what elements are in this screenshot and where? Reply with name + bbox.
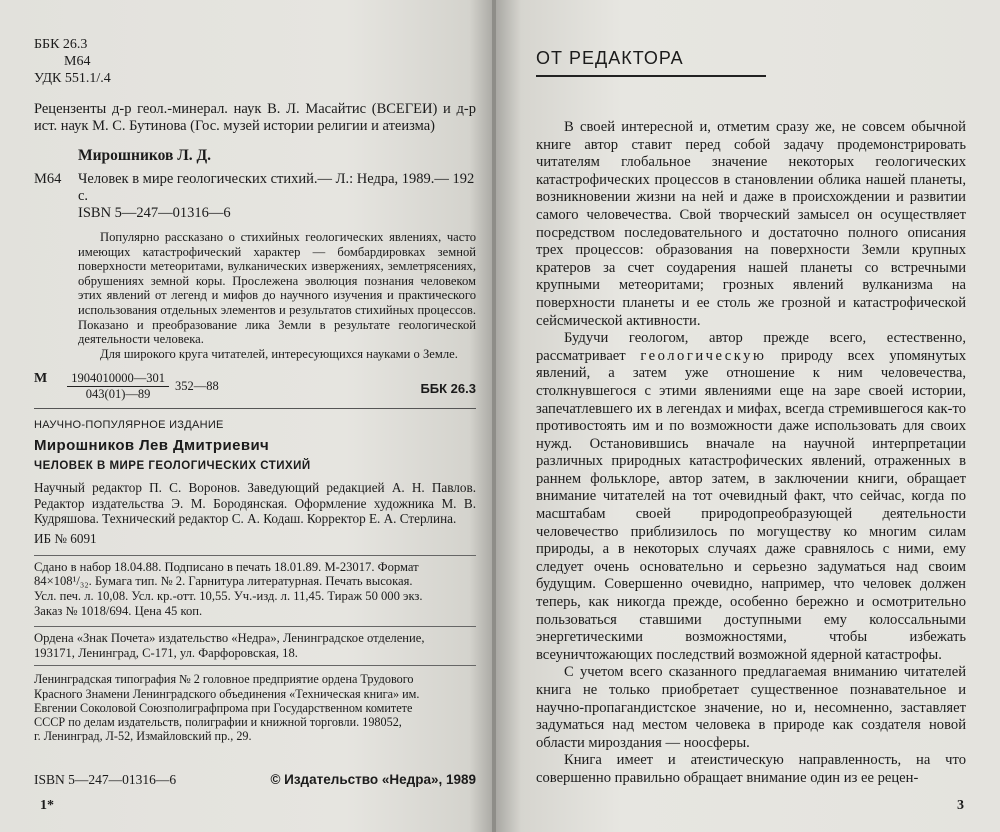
paragraph-4: Книга имеет и атеистическую направленность, на что совершенно правильно обращает внимание один из ее рецен- (536, 752, 966, 786)
book-title: ЧЕЛОВЕК В МИРЕ ГЕОЛОГИЧЕСКИХ СТИХИЙ (34, 460, 311, 473)
paragraph-2-rest: природу всех упомянутых явлений, а затем уже отношение к ним человечества, столкнувшегося с этими явлениями еще на заре своей истории, запечатлевшего их в легендах и мифах, всегда стремившегося как-то противостоять им и по возможности даже использовать для своих нужд. Остановившись вначале на научной интерпретации различных природных катастрофических явлений, отраженных в раннем фольклоре, автор затем, в заключении книги, обращает внимание читателей на тот очевидный факт, что сейчас, когда по масштабам своей природопреобразующей деятельности человечество приблизилось по могуществу ко многим силам природы, а в некоторых случаях даже сравнялось с ними, ему следует очень основательно и серьезно задуматься над своим будущим. Совершенно очевидно, например, что человек должен теперь, как никогда прежде, особенно бережно и осмотрительно пользоваться ставшими доступными ему колоссальными энергетическими возможностями, чтобы избежать всеуничтожающих последствий возможной ядерной катастрофы. (536, 347, 966, 663)
m-formula (34, 371, 476, 402)
reviewers: Рецензенты д-р геол.-минерал. наук В. Л. Масайтис (ВСЕГЕИ) и д-р ист. наук М. С. Бутинова (Гос. музей истории религии и атеизма) (34, 101, 476, 134)
publisher-line: Ордена «Знак Почета» издательство «Недра», Ленинградское отделение, (34, 631, 425, 646)
m-code: 352—88 (174, 379, 219, 394)
print-info-line: Заказ № 1018/694. Цена 45 коп. (34, 603, 203, 618)
paragraph-1: В своей интересной и, отметим сразу же, не совсем обычной книге автор ставит перед собой задачу продемонстрировать читателям глобальное значение некоторых геологических катастрофических процессов в становлении облика нашей планеты, возникновении жизни на ней и даже в происхождении и развитии самого человечества. Свой творческий замысел он осуществляет посредством последовательного и достаточно полного описания трех процессов: образования на поверхности Земли крупных кратеров за счет соударения нашей планеты со встречными крупными метеоритами; грозных явлений вулканизма на поверхности планеты и ее столь же грозной и катастрофической сейсмической активности. (536, 119, 966, 329)
annotation: Популярно рассказано о стихийных геологических явлениях, часто имеющих катастрофический характер — бомбардировках земной поверхности метеоритами, вулканических извержениях, землетрясениях, обрушениях земной коры. Прослежена эволюция познания человеком этих явлений от легенд и мифов до научного изучения и практического использования отдельных элементов и результатов стихийных процессов. Показано и преобразование лика Земли в результате геологической деятельности человека. (78, 230, 476, 347)
m-fraction (67, 371, 169, 402)
editorial-staff: Научный редактор П. С. Воронов. Заведующий редакцией А. Н. Павлов. Редактор издательства Э. М. Бородянская. Оформление художника М. В. Кудряшова. Технический редактор С. А. Кодаш. Корректор Е. А. Стерлина. (34, 480, 476, 527)
bottom-line (34, 772, 476, 788)
divider (34, 408, 476, 409)
print-info-line: Усл. печ. л. 10,08. Усл. кр.-отт. 10,55. Уч.-изд. л. 11,45. Тираж 50 000 экз. (34, 589, 423, 604)
print-info-line: 84×108¹/₃₂. Бумага тип. № 2. Гарнитура литературная. Печать высокая. (34, 574, 413, 589)
printer-line: СССР по делам издательств, полиграфии и книжной торговли. 198052, (34, 715, 402, 730)
author-full-name: Мирошников Лев Дмитриевич (34, 437, 270, 455)
bbk-code: ББК 26.3 (34, 37, 88, 52)
print-info (34, 560, 476, 618)
m-denominator: 043(01)—89 (85, 387, 151, 402)
m-letter: М (34, 371, 48, 387)
page-signature: 1* (40, 798, 54, 813)
ib-number: ИБ № 6091 (34, 530, 97, 546)
entry-text: Человек в мире геологических стихий.— Л.: Недра, 1989.— 192 с. (78, 171, 475, 204)
paragraph-2 (536, 330, 966, 664)
edition-type: НАУЧНО-ПОПУЛЯРНОЕ ИЗДАНИЕ (34, 419, 224, 432)
annotation-audience: Для широкого круга читателей, интересующихся науками о Земле. (100, 346, 458, 361)
right-page (496, 0, 1000, 832)
paragraph-2-start: Будучи геологом, автор прежде всего, естественно, рассматривает (536, 330, 966, 364)
printer-line: Ленинградская типография № 2 головное предприятие ордена Трудового (34, 672, 414, 687)
printer-info (34, 672, 476, 743)
author-mark: М64 (64, 54, 91, 69)
m-numerator: 1904010000—301 (67, 371, 169, 387)
classification-codes (34, 36, 476, 87)
catalog-entry (34, 171, 476, 222)
isbn-bottom: ISBN 5—247—01316—6 (34, 772, 177, 787)
paragraph-3: С учетом всего сказанного предлагаемая вниманию читателей книга не только приобретает существенное познавательное и научно-пропагандистское значение, но и, несомненно, заставляет задуматься над местом человека в природе как создателя новой области мироздания — ноосферы. (536, 664, 966, 751)
spaced-word: геологическую (640, 347, 767, 364)
divider-3 (34, 626, 476, 627)
publisher-line: 193171, Ленинград, С-171, ул. Фарфоровская, 18. (34, 645, 298, 660)
publisher-info (34, 631, 476, 660)
udk-code: УДК 551.1/.4 (34, 71, 111, 86)
bbk-right: ББК 26.3 (420, 381, 476, 397)
left-page (0, 0, 494, 832)
divider-2 (34, 555, 476, 556)
isbn-line: ISBN 5—247—01316—6 (78, 205, 231, 221)
printer-line: г. Ленинград, Л-52, Измайловский пр., 29. (34, 729, 252, 744)
editor-preface (536, 119, 966, 788)
page-number: 3 (957, 798, 964, 813)
print-info-line: Сдано в набор 18.04.88. Подписано в печать 18.01.89. М-23017. Формат (34, 559, 419, 574)
printer-line: Красного Знамени Ленинградского объединения «Техническая книга» им. (34, 686, 420, 701)
copyright: © Издательство «Недра», 1989 (270, 772, 476, 787)
divider-4 (34, 665, 476, 666)
printer-line: Евгении Соколовой Союзполиграфпрома при Государственном комитете (34, 700, 413, 715)
chapter-title: ОТ РЕДАКТОРА (536, 48, 766, 77)
entry-code: М64 (34, 171, 62, 187)
author-short: Мирошников Л. Д. (78, 147, 212, 164)
